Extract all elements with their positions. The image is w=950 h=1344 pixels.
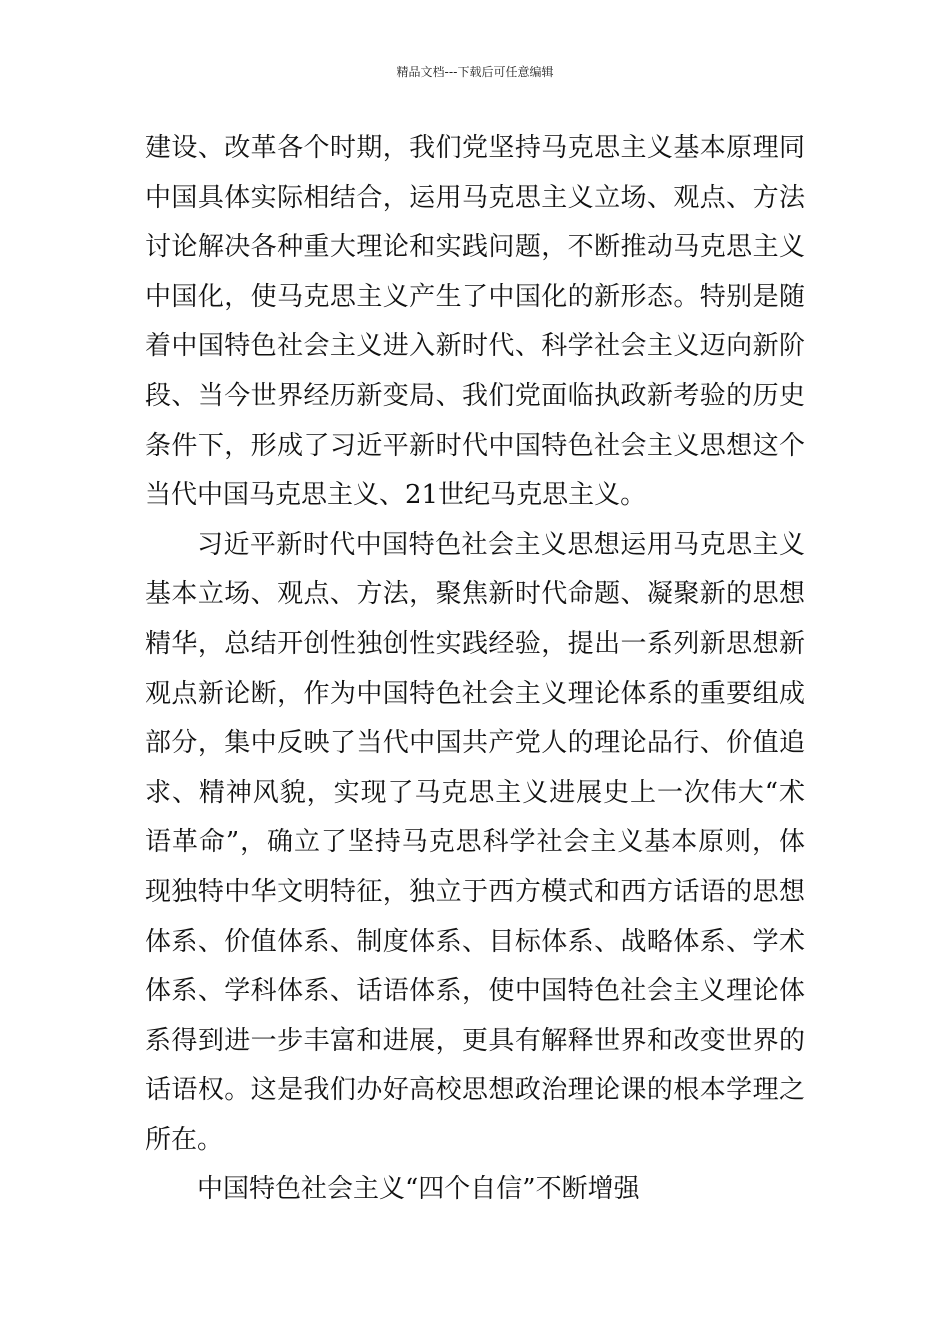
paragraph-continuation: 建设、改革各个时期，我们党坚持马克思主义基本原理同中国具体实际相结合，运用马克思主义立场、观点、方法讨论解决各种重大理论和实践问题，不断推动马克思主义中国化，使马克思主义产生了中国化的新形态。特别是随着中国特色社会主义进入新时代、科学社会主义迈向新阶段、当今世界经历新变局、我们党面临执政新考验的历史条件下，形成了习近平新时代中国特色社会主义思想这个当代中国马克思主义、21世纪马克思主义。 [145, 133, 805, 511]
page-header: 精品文档---下载后可任意编辑 [396, 65, 554, 79]
paragraph: 习近平新时代中国特色社会主义思想运用马克思主义基本立场、观点、方法，聚焦新时代命题、凝聚新的思想精华，总结开创性独创性实践经验，提出一系列新思想新观点新论断，作为中国特色社会主义理论体系的重要组成部分，集中反映了当代中国共产党人的理论品行、价值追求、精神风貌，实现了马克思主义进展史上一次伟大“术语革命”，确立了坚持马克思科学社会主义基本原则，体现独特中华文明特征，独立于西方模式和西方话语的思想体系、价值体系、制度体系、目标体系、战略体系、学术体系、学科体系、话语体系，使中国特色社会主义理论体系得到进一步丰富和进展，更具有解释世界和改变世界的话语权。这是我们办好高校思想政治理论课的根本学理之所在。 [145, 529, 805, 1155]
document-body [145, 124, 805, 1215]
section-heading: 中国特色社会主义“四个自信”不断增强 [197, 1174, 640, 1205]
